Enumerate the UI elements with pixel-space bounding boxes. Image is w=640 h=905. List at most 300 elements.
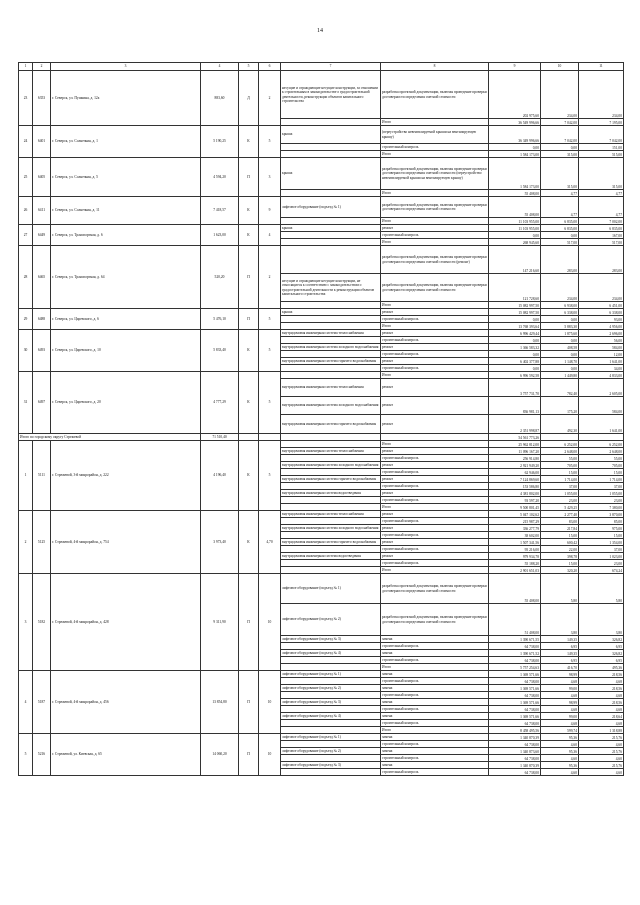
limit-cost: 326,82 [579,636,624,643]
house-code: 6449 [33,225,51,246]
work-element: внутридомовая инженерная система холодного водоснабжения [281,344,381,351]
house-floors: 5 [259,126,281,158]
work-type: (переустройство невентилируемой крыши на вентилируемую крышу) [381,126,489,144]
limit-cost: 515,00 [579,151,624,158]
unit-cost: 98,99 [541,699,579,706]
work-cost: 0,00 [489,337,541,344]
work-type: разработка проектной документации, включая проведение проверки достоверности определения сметной стоимости [381,274,489,302]
column-number: 2 [33,63,51,71]
work-type: разработка проектной документации, включая проведение проверки достоверности определения сметной стоимости [381,197,489,218]
limit-cost: 6 451,00 [579,302,624,309]
table-header [19,63,624,71]
work-cost: 1 340 873,60 [489,748,541,755]
work-type: разработка проектной документации, включая проведение проверки достоверности определения сметной стоимости [381,71,489,119]
limit-cost: 2 605,00 [579,379,624,397]
unit-cost: 1 449,80 [541,372,579,379]
work-element [281,323,381,330]
empty-cell [281,434,381,441]
work-cost: 0,00 [489,365,541,372]
house-floors: 9 [259,197,281,225]
work-element [281,190,381,197]
unit-cost: 6 338,00 [541,309,579,316]
house-floors: 2 [259,71,281,126]
limit-cost: 93,00 [579,316,624,323]
column-number: 8 [381,63,489,71]
work-element [281,727,381,734]
unit-cost: 98,99 [541,671,579,678]
unit-cost: 315,00 [541,158,579,190]
house-address: г. Северск, ул. Солнечная, д. 1 [51,126,201,158]
table-row [19,158,624,190]
work-type: ремонт [381,397,489,415]
unit-cost: 0,00 [541,232,579,239]
limit-cost: 7 380,00 [579,504,624,511]
work-cost: 7 124 869,60 [489,476,541,483]
work-type: замена [381,699,489,706]
work-cost: 215 987,29 [489,518,541,525]
unit-cost: 234,00 [541,71,579,119]
work-type: ремонт [381,476,489,483]
work-element: лифтовое оборудование (подъезд № 1) [281,574,381,604]
work-cost: 13 768 393,64 [489,323,541,330]
row-number: 26 [19,197,33,225]
house-address: г. Стрежевой, 4-й микрорайон, д. 428 [51,574,201,671]
work-cost: 2 351 998,87 [489,415,541,434]
house-area: 3 973,40 [201,511,239,574]
house-area: 4 777,29 [201,372,239,434]
limit-cost: 4,68 [579,692,624,699]
work-type: Итого [381,302,489,309]
unit-cost: 6 252,00 [541,441,579,448]
work-element [281,755,381,762]
unit-cost: 4,77 [541,190,579,197]
limit-cost: 4,60 [579,769,624,776]
work-cost: 55 408,00 [489,574,541,604]
limit-cost: 7 042,00 [579,126,624,144]
work-type: строительный контроль [381,706,489,713]
work-cost: 0,00 [489,232,541,239]
house-area: 9 311,90 [201,574,239,671]
table-row [19,71,624,119]
work-type: строительный контроль [381,532,489,539]
work-element [281,351,381,358]
house-code: 6353 [33,71,51,126]
limit-cost: 2 648,00 [579,448,624,455]
work-cost: 6 996 429,44 [489,330,541,337]
work-type: строительный контроль [381,720,489,727]
work-cost: 268 945,60 [489,239,541,246]
work-cost: 62 946,00 [489,469,541,476]
work-element [281,365,381,372]
work-cost: 9 500 801,45 [489,504,541,511]
house-address: г. Северск, ул. Транспортная, д. 6 [51,225,201,246]
unit-cost: 0,00 [541,316,579,323]
work-cost: 202 975,60 [489,71,541,119]
row-number: 24 [19,126,33,158]
limit-cost: 3,80 [579,604,624,636]
work-type: строительный контроль [381,316,489,323]
unit-cost: 15,00 [541,469,579,476]
house-code: 6411 [33,197,51,225]
work-type: Итого [381,119,489,126]
house-address: г. Северск, ул. Царевского, д. 10 [51,330,201,372]
table-row [19,246,624,274]
house-category: К [239,511,259,574]
table-row [19,330,624,337]
house-code: 6488 [33,309,51,330]
house-category: Д [239,71,259,126]
table-row [19,126,624,144]
row-number: 27 [19,225,33,246]
house-category: П [239,671,259,734]
work-type: строительный контроль [381,741,489,748]
table-row [19,511,624,518]
unit-cost: 4,60 [541,741,579,748]
limit-cost: 584,00 [579,344,624,351]
subtotal-area: 71 510,40 [201,434,239,441]
unit-cost: 0,00 [541,144,579,151]
work-cost: 64 738,00 [489,755,541,762]
work-type: Итого [381,727,489,734]
limit-cost: 37,00 [579,546,624,553]
work-element [281,151,381,158]
limit-cost: 151,00 [579,144,624,151]
unit-cost: 416,70 [541,664,579,671]
unit-cost: 149,35 [541,636,579,643]
work-element [281,741,381,748]
house-code: 6493 [33,330,51,372]
unit-cost: 15,00 [541,560,579,567]
work-type: строительный контроль [381,232,489,239]
house-category: П [239,158,259,197]
work-element [281,706,381,713]
work-cost: 64 738,00 [489,657,541,664]
empty-cell [381,434,489,441]
work-type: Итого [381,504,489,511]
work-type: разработка проектной документации, включая проведение проверки достоверности определения сметной стоимости [381,574,489,604]
row-number: 5 [19,734,33,776]
row-number: 28 [19,246,33,309]
limit-cost: 218,56 [579,671,624,678]
limit-cost: 55,00 [579,455,624,462]
unit-cost: 4,68 [541,720,579,727]
work-element [281,546,381,553]
unit-cost: 55,00 [541,455,579,462]
unit-cost: 1 148,70 [541,358,579,365]
limit-cost: 1 714,00 [579,476,624,483]
house-code: 5182 [33,574,51,671]
work-cost: 1 369 571,66 [489,671,541,678]
work-element [281,455,381,462]
work-type: строительный контроль [381,769,489,776]
subtotal-row [19,434,624,441]
work-cost: 51 408,00 [489,604,541,636]
work-element: внутридомовая инженерная система холодного водоснабжения [281,397,381,415]
limit-cost: 4,68 [579,720,624,727]
house-area: 5 190,25 [201,126,239,158]
work-element [281,119,381,126]
work-type: Итого [381,441,489,448]
work-cost: 121 728,60 [489,274,541,302]
limit-cost: 215,76 [579,748,624,755]
unit-cost: 1 714,00 [541,476,579,483]
subtotal-sum: 54 561 773,26 [489,434,541,441]
work-cost: 64 738,00 [489,678,541,685]
work-cost: 1 369 571,66 [489,685,541,692]
work-cost: 4 381 802,00 [489,490,541,497]
limit-cost: 215,76 [579,762,624,769]
limit-cost: 4,68 [579,706,624,713]
work-cost: 1 340 870,39 [489,762,541,769]
row-number: 4 [19,671,33,734]
work-cost: 0,00 [489,144,541,151]
work-element [281,518,381,525]
unit-cost: 0,00 [541,351,579,358]
unit-cost: 7 042,00 [541,119,579,126]
unit-cost: 22,00 [541,546,579,553]
table-body [19,71,624,776]
limit-cost: 218,64 [579,713,624,720]
limit-cost: 167,00 [579,232,624,239]
unit-cost: 95,36 [541,748,579,755]
column-number: 4 [201,63,239,71]
unit-cost: 7 042,00 [541,126,579,144]
table-row [19,441,624,448]
limit-cost: 6 835,00 [579,225,624,232]
row-number: 1 [19,441,33,511]
house-area: 520,20 [201,246,239,309]
work-element: крыша [281,309,381,316]
house-floors: 5 [259,330,281,372]
work-element: внутридомовая инженерная система горячего водоснабжения [281,539,381,546]
house-address: г. Северск, ул. Царевского, д. 20 [51,372,201,434]
work-element: лифтовое оборудование (подъезд № 1) [281,197,381,218]
work-element [281,144,381,151]
work-element [281,337,381,344]
limit-cost: 3 870,00 [579,511,624,518]
work-type: строительный контроль [381,546,489,553]
work-cost: 11 103 955,00 [489,218,541,225]
work-type: ремонт [381,490,489,497]
row-number: 30 [19,330,33,372]
work-cost: 64 738,00 [489,706,541,713]
limit-cost: 6,95 [579,657,624,664]
unit-cost: 782,40 [541,379,579,397]
work-type: разработка проектной документации, включая проведение проверки достоверности определения сметной стоимости (ремонт) [381,246,489,274]
work-type: замена [381,734,489,741]
unit-cost: 3,80 [541,604,579,636]
limit-cost: 23,00 [579,497,624,504]
house-address: г. Стрежевой, ул. Киевская, д. 65 [51,734,201,776]
house-floors: 10 [259,574,281,671]
work-element [281,302,381,309]
unit-cost: 6 938,00 [541,302,579,309]
house-address: г. Стрежевой, 4-й микрорайон, д. 754 [51,511,201,574]
work-cost: 11 103 955,00 [489,225,541,232]
work-element [281,246,381,274]
limit-cost: 85,00 [579,518,624,525]
column-number: 6 [259,63,281,71]
limit-cost: 5,80 [579,574,624,604]
limit-cost: 315,00 [579,158,624,190]
house-area: 4 196,40 [201,441,239,511]
table-row [19,734,624,741]
work-type: ремонт [381,511,489,518]
work-cost: 25 962 812,00 [489,441,541,448]
work-cost: 1 369 571,66 [489,699,541,706]
work-type: строительный контроль [381,678,489,685]
work-element: крыша [281,126,381,144]
row-number: 29 [19,309,33,330]
work-cost: 1 507 341,56 [489,539,541,546]
work-cost: 11 096 167,20 [489,448,541,455]
house-category: К [239,197,259,225]
unit-cost: 5 883,30 [541,323,579,330]
work-element [281,532,381,539]
column-number: 9 [489,63,541,71]
limit-cost: 6 338,00 [579,309,624,316]
limit-cost: 234,00 [579,71,624,119]
house-floors: 10 [259,734,281,776]
work-type: Итого [381,239,489,246]
work-cost: 6 996 592,58 [489,372,541,379]
unit-cost: 0,00 [541,365,579,372]
house-category: П [239,734,259,776]
table-row [19,309,624,316]
work-element [281,239,381,246]
work-type: строительный контроль [381,755,489,762]
work-type: строительный контроль [381,643,489,650]
house-floors: 10 [259,671,281,734]
work-element: внутридомовая инженерная система горячего водоснабжения [281,358,381,365]
work-type: ремонт [381,448,489,455]
work-type: ремонт [381,309,489,316]
row-number: 31 [19,372,33,434]
unit-cost: 23,00 [541,497,579,504]
work-type: строительный контроль [381,469,489,476]
work-cost: 55 188,20 [489,560,541,567]
house-area: 13 854,80 [201,671,239,734]
work-element [281,441,381,448]
unit-cost: 99,00 [541,685,579,692]
work-element [281,664,381,671]
house-area: 883,60 [201,71,239,126]
work-cost: 1 369 571,66 [489,713,541,720]
work-element: внутридомовая инженерная система горячего водоснабжения [281,476,381,483]
work-element [281,769,381,776]
work-cost: 38 602,00 [489,532,541,539]
house-address: г. Северск, ул. Царевского, д. 6 [51,309,201,330]
house-code: 5125 [33,511,51,574]
unit-cost: 6 835,00 [541,218,579,225]
unit-cost: 283,00 [541,246,579,274]
work-type: строительный контроль [381,455,489,462]
work-element: внутридомовая инженерная система теплоснабжения [281,511,381,518]
limit-cost: 674,24 [579,567,624,574]
work-cost: 93 597,20 [489,497,541,504]
work-element: лифтовое оборудование (подъезд № 4) [281,650,381,657]
work-element [281,657,381,664]
limit-cost: 12,00 [579,351,624,358]
work-cost: 64 738,00 [489,769,541,776]
unit-cost: 2 277,40 [541,511,579,518]
limit-cost: 4,77 [579,197,624,218]
work-cost: 0,00 [489,316,541,323]
unit-cost: 517,00 [541,239,579,246]
work-cost: 1 366 583,32 [489,344,541,351]
house-floors: 5 [259,372,281,434]
limit-cost: 1 641,00 [579,358,624,365]
unit-cost: 1 055,00 [541,490,579,497]
work-element: лифтовое оборудование (подъезд № 2) [281,748,381,755]
work-cost: 5 047 102,62 [489,511,541,518]
work-cost: 55 408,00 [489,190,541,197]
work-element [281,567,381,574]
empty-cell [239,434,259,441]
work-element: лифтовое оборудование (подъезд № 2) [281,604,381,636]
house-floors: 5 [259,309,281,330]
unit-cost: 15,00 [541,532,579,539]
house-category: П [239,574,259,671]
work-element: лифтовое оборудование (подъезд № 3) [281,636,381,643]
house-area: 4 594,20 [201,158,239,197]
unit-cost: 37,00 [541,483,579,490]
limit-cost: 4,60 [579,755,624,762]
work-type: замена [381,748,489,755]
limit-cost: 4 956,00 [579,323,624,330]
work-element [281,720,381,727]
limit-cost: 15,00 [579,532,624,539]
unit-cost: 95,36 [541,762,579,769]
house-category: К [239,225,259,246]
work-cost: 64 738,00 [489,720,541,727]
unit-cost: 398,78 [541,553,579,560]
work-cost: 15 082 997,50 [489,302,541,309]
unit-cost: 4,60 [541,755,579,762]
limit-cost: 6,95 [579,643,624,650]
unit-cost: 83,00 [541,518,579,525]
limit-cost: 1 641,00 [579,415,624,434]
limit-cost: 1 318,88 [579,727,624,734]
table-row [19,574,624,604]
work-element [281,218,381,225]
house-address: г. Северск, ул. Пушкина, д. 12а [51,71,201,126]
house-code: 6405 [33,158,51,197]
unit-cost: 6 835,00 [541,225,579,232]
work-element: крыша [281,158,381,190]
work-cost: 3 757 731,70 [489,379,541,397]
column-number: 7 [281,63,381,71]
work-cost: 64 738,00 [489,741,541,748]
unit-cost: 175,20 [541,397,579,415]
unit-cost: 492,30 [541,415,579,434]
empty-cell [541,434,579,441]
work-element: несущие и ограждающие несущие конструкции, за отношении к строительным в законодательстве о градостроительной деятельности, реконструкции объектов капитального строительства [281,71,381,119]
work-element [281,497,381,504]
work-cost: 2 921 949,20 [489,462,541,469]
column-number: 5 [239,63,259,71]
unit-cost: 2 648,00 [541,448,579,455]
work-type: ремонт [381,344,489,351]
work-element [281,643,381,650]
table-row [19,197,624,218]
house-area: 5 833,40 [201,330,239,372]
work-cost: 64 738,00 [489,643,541,650]
work-type: строительный контроль [381,144,489,151]
work-cost: 5 757 254,63 [489,664,541,671]
work-type: ремонт [381,225,489,232]
work-type: Итого [381,567,489,574]
